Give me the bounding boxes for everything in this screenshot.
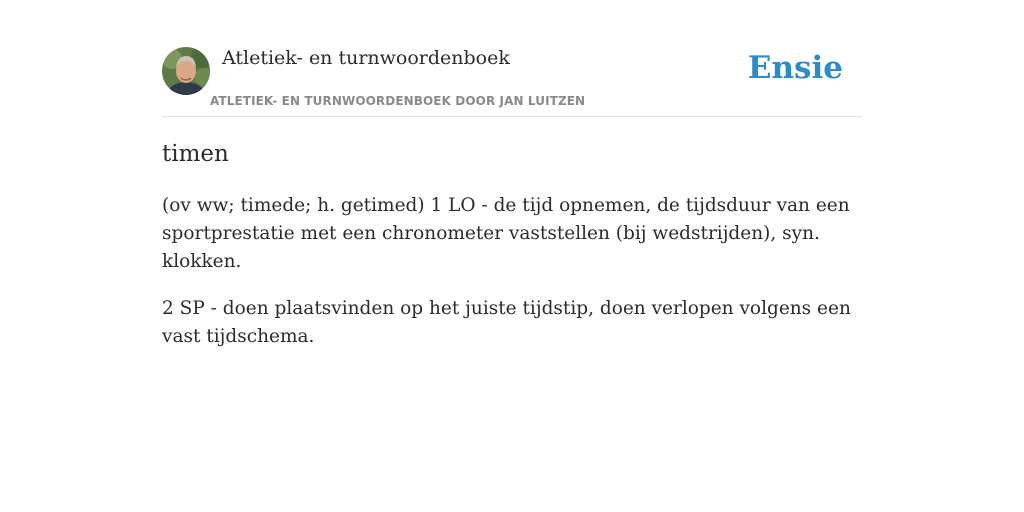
dictionary-title-link[interactable]: Atletiek- en turnwoordenboek <box>222 47 510 69</box>
entry-definition: (ov ww; timede; h. getimed) 1 LO - de tijd opnemen, de tijdsduur van een sportprestatie met een chronometer vaststellen (bij wedstrijden), syn. klokken. <box>162 195 850 272</box>
dictionary-header <box>162 44 862 117</box>
dictionary-entry <box>162 138 862 370</box>
entry-headword: timen <box>162 141 229 167</box>
brand-logo[interactable]: Ensie <box>747 50 843 86</box>
entry-definition: 2 SP - doen plaatsvinden op het juiste tijdstip, doen verlopen volgens een vast tijdschema. <box>162 298 851 347</box>
author-avatar[interactable] <box>162 47 210 95</box>
dictionary-subtitle: ATLETIEK- EN TURNWOORDENBOEK DOOR JAN LUITZEN <box>210 94 586 108</box>
author-photo-icon <box>162 47 210 95</box>
